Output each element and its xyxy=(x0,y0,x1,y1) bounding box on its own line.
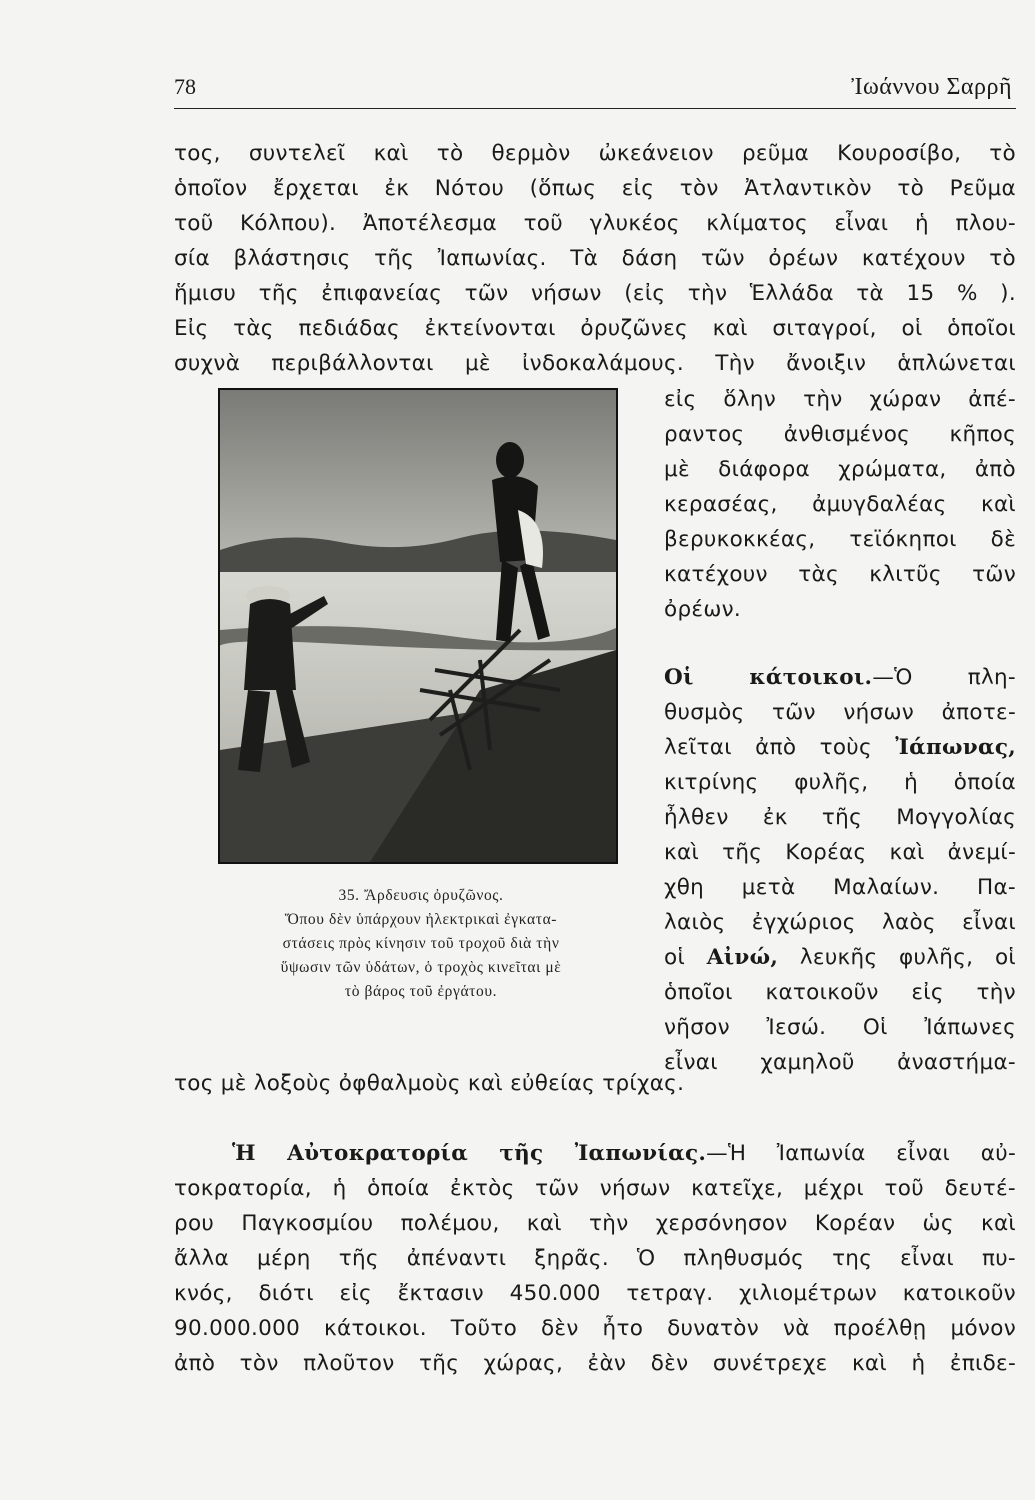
text-line: ἥμισυ τῆς ἐπιφανείας τῶν νήσων (εἰς τὴν Ἑλλάδα τὰ 15 % ). xyxy=(174,281,1016,306)
section-heading: Οἱ κάτοικοι. xyxy=(664,665,873,690)
text-line: ἄλλα μέρη τῆς ἀπέναντι ξηρᾶς. Ὁ πληθυσμός της εἶναι πυ- xyxy=(174,1246,1016,1271)
page-header xyxy=(174,68,1016,109)
text-line: χθη μετὰ Μαλαίων. Πα- xyxy=(664,875,1016,900)
paragraph-empire xyxy=(174,1136,1016,1381)
paragraph-climate-continued xyxy=(664,382,1016,627)
text-line: ἦλθεν ἐκ τῆς Μογγολίας xyxy=(664,805,1016,830)
running-head: Ἰωάννου Σαρρῆ xyxy=(851,74,1012,100)
text-line xyxy=(664,660,1016,695)
text-line: κατέχουν τὰς κλιτῦς τῶν xyxy=(664,562,1016,587)
text-line: ὀρέων. xyxy=(664,597,742,622)
paragraph-inhabitants xyxy=(664,660,1016,1080)
caption-line: Ὅπου δὲν ὑπάρχουν ἠλεκτρικαὶ ἐγκατα- xyxy=(284,911,558,928)
text-line: ἀπὸ τὸν πλοῦτον τῆς χώρας, ἐὰν δὲν συνέτρεχε καὶ ἡ ἐπιδε- xyxy=(174,1351,1016,1376)
page-number: 78 xyxy=(174,74,196,99)
caption-line: στάσεις πρὸς κίνησιν τοῦ τροχοῦ διὰ τὴν xyxy=(282,935,560,952)
text-line: ὁποῖον ἔρχεται ἐκ Νότου (ὅπως εἰς τὸν Ἀτλαντικὸν τὸ Ρεῦμα xyxy=(174,176,1016,201)
caption-title: 35. Ἄρδευσις ὀρυζῶνος. xyxy=(338,887,504,904)
text-line: Εἰς τὰς πεδιάδας ἐκτείνονται ὀρυζῶνες καὶ σιταγροί, οἱ ὁποῖοι xyxy=(174,316,1016,341)
text-line: λαιὸς ἐγχώριος λαὸς εἶναι xyxy=(664,910,1016,935)
text-line: σία βλάστησις τῆς Ἰαπωνίας. Τὰ δάση τῶν ὀρέων κατέχουν τὸ xyxy=(174,246,1016,271)
text-line: λεῖται ἀπὸ τοὺς Ἰάπωνας, xyxy=(664,735,1016,760)
text-line: τοκρατορία, ἡ ὁποία ἐκτὸς τῶν νήσων κατεῖχε, μέχρι τοῦ δευτέ- xyxy=(174,1176,1016,1201)
bold-term: Αἰνώ, xyxy=(706,945,779,970)
text-line: τοῦ Κόλπου). Ἀποτέλεσμα τοῦ γλυκέος κλίματος εἶναι ἡ πλου- xyxy=(174,211,1016,236)
text-line: θυσμὸς τῶν νήσων ἀποτε- xyxy=(664,700,1016,725)
figure-photo-rice-irrigation xyxy=(218,388,618,864)
text-run: —Ὁ πλη- xyxy=(872,665,1016,690)
text-line: συχνὰ περιβάλλονται μὲ ἰνδοκαλάμους. Τὴν ἄνοιξιν ἁπλώνεται xyxy=(174,351,1016,376)
caption-line: ὕψωσιν τῶν ὑδάτων, ὁ τροχὸς κινεῖται μὲ xyxy=(280,959,562,976)
text-line: ρου Παγκοσμίου πολέμου, καὶ τὴν χερσόνησον Κορέαν ὡς καὶ xyxy=(174,1211,1016,1236)
paragraph-inhabitants-last-line xyxy=(174,1066,1016,1101)
section-heading: Ἡ Αὐτοκρατορία τῆς Ἰαπωνίας. xyxy=(232,1141,707,1166)
figure-caption xyxy=(236,884,606,1004)
caption-line: τὸ βάρος τοῦ ἐργάτου. xyxy=(344,983,498,1000)
text-line xyxy=(174,1136,1016,1171)
text-line: καὶ τῆς Κορέας καὶ ἀνεμί- xyxy=(664,840,1016,865)
text-line: εἶναι χαμηλοῦ ἀναστήμα- xyxy=(664,1050,1016,1075)
text-line: τος, συντελεῖ καὶ τὸ θερμὸν ὠκεάνειον ρεῦμα Κουροσίβο, τὸ xyxy=(174,141,1016,166)
text-line: τος μὲ λοξοὺς ὀφθαλμοὺς καὶ εὐθείας τρίχας. xyxy=(174,1071,685,1096)
text-line: 90.000.000 κάτοικοι. Τοῦτο δὲν ἦτο δυνατὸν νὰ προέλθῃ μόνον xyxy=(174,1316,1016,1341)
text-line: ραντος ἀνθισμένος κῆπος xyxy=(664,422,1016,447)
text-line: ὁποῖοι κατοικοῦν εἰς τὴν xyxy=(664,980,1016,1005)
photo-illustration xyxy=(220,390,616,862)
paragraph-climate xyxy=(174,136,1016,381)
text-line: μὲ διάφορα χρώματα, ἀπὸ xyxy=(664,457,1016,482)
text-line: κνός, διότι εἰς ἔκτασιν 450.000 τετραγ. χιλιομέτρων κατοικοῦν xyxy=(174,1281,1016,1306)
text-line: βερυκοκκέας, τεϊόκηποι δὲ xyxy=(664,527,1016,552)
bold-term: Ἰάπωνας, xyxy=(895,735,1016,760)
text-line: οἱ Αἰνώ, λευκῆς φυλῆς, οἱ xyxy=(664,945,1016,970)
text-line: εἰς ὅλην τὴν χώραν ἀπέ- xyxy=(664,387,1016,412)
text-run: —Ἡ Ἰαπωνία εἶναι αὐ- xyxy=(706,1141,1016,1166)
text-line: κερασέας, ἀμυγδαλέας καὶ xyxy=(664,492,1016,517)
text-line: νῆσον Ἰεσώ. Οἱ Ἰάπωνες xyxy=(664,1015,1016,1040)
text-line: κιτρίνης φυλῆς, ἡ ὁποία xyxy=(664,770,1016,795)
